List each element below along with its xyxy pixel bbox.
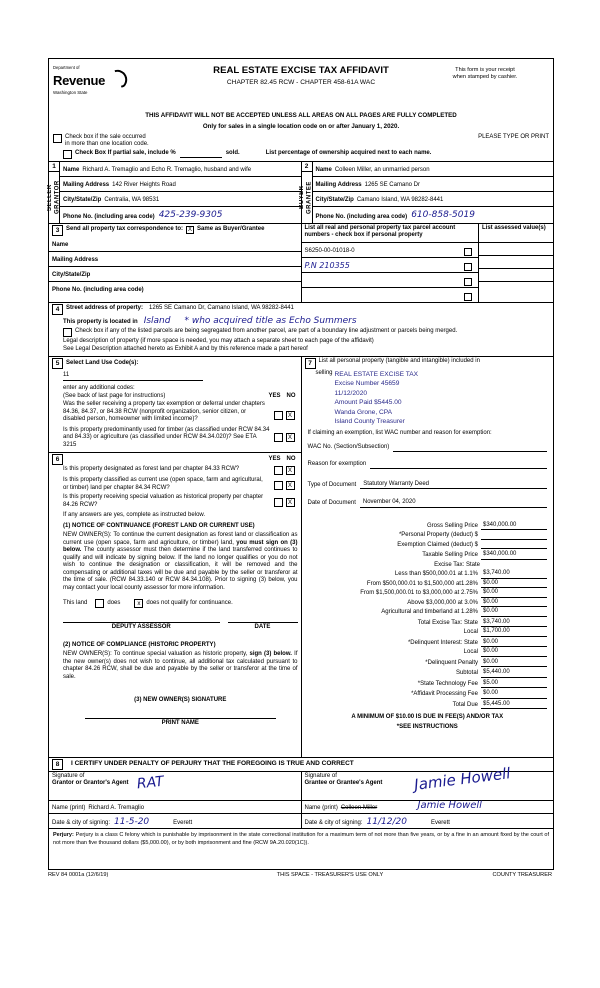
property-address-section [49, 302, 553, 356]
grantee-sig-label1: Signature of [304, 772, 337, 779]
grantee-date-value[interactable]: 11/12/20 [366, 816, 407, 827]
form-header [49, 59, 553, 109]
s5-yes-label: YES [268, 392, 281, 399]
grantor-signature[interactable]: RAT [136, 773, 165, 793]
calc-value-13[interactable]: $0.00 [481, 648, 547, 657]
seller-mailing-label: Mailing Address [63, 182, 110, 188]
personal-property-checkbox-1[interactable] [464, 263, 472, 271]
segregated-label: Check box if any of the listed parcels are being segregated from another parcel, are part of a boundary line adjustment or parcels being merged. [75, 327, 458, 334]
section-3-number: 3 [52, 225, 63, 236]
compliance-heading: (2) NOTICE OF COMPLIANCE (HISTORIC PROPERTY) [63, 641, 216, 648]
notice-2: Only for sales in a single location code on or after January 1, 2020. [202, 122, 400, 130]
calc-label-15: Subtotal [455, 670, 478, 677]
deputy-assessor-date-line[interactable] [228, 622, 298, 623]
calc-label-5: Less than $500,000.01 at 1.1% [394, 571, 478, 578]
grantee-city-value[interactable]: Everett [430, 820, 450, 827]
ownership-label: List percentage of ownership acquired next to each name. [265, 150, 432, 157]
seller-mailing-value[interactable]: 142 River Heights Road [112, 182, 176, 188]
form-subtitle: CHAPTER 82.45 RCW - CHAPTER 458-61A WAC [226, 78, 376, 86]
tax-calculation-table [302, 508, 554, 732]
calc-value-9[interactable]: $0.00 [481, 608, 547, 617]
tax-correspondence-section [49, 223, 553, 302]
calc-label-0: Gross Selling Price [426, 522, 478, 529]
legal-description-value: See Legal Description attached hereto as Exhibit A and by this reference made a part hereof [63, 346, 308, 353]
calc-value-17[interactable]: $0.00 [481, 690, 547, 699]
s5-q2-no-checkbox[interactable]: X [286, 433, 295, 442]
corr-phone-label: Phone No. (including area code) [52, 287, 144, 293]
s5-q2-yes-checkbox[interactable] [274, 433, 283, 442]
stamp-line-3: 11/12/2020 [334, 389, 368, 397]
same-as-buyer-label: Same as Buyer/Grantee [197, 226, 265, 233]
deputy-assessor-sig-line[interactable] [63, 622, 220, 623]
buyer-phone-value[interactable]: 610-858-5019 [411, 210, 475, 221]
certify-label: I CERTIFY UNDER PENALTY OF PERJURY THAT THE FOREGOING IS TRUE AND CORRECT [71, 760, 354, 768]
calc-value-15[interactable]: $5,440.00 [481, 669, 547, 678]
calc-label-3: Taxable Selling Price [422, 552, 478, 559]
s6-q3-yes-checkbox[interactable] [274, 498, 283, 507]
s6-if-any-label: If any answers are yes, complete as instructed below. [63, 512, 206, 519]
land-use-code-label: Select Land Use Code(s): [66, 359, 139, 366]
calc-label-10: Total Excise Tax: State [417, 619, 478, 626]
calc-label-8: Above $3,000,000 at 3.0% [407, 599, 478, 606]
s6-q2-label: Is this property classified as current use (open space, farm and agricultural, or timber) land per chapter 84.34 RCW? [63, 477, 263, 491]
this-land-label: This land [63, 600, 88, 606]
stamp-line-4: Amount Paid $5445.00 [334, 399, 402, 407]
assessed-value-0[interactable] [479, 243, 553, 256]
grantee-date-label: Date & city of signing: [304, 820, 363, 827]
corr-name-label: Name [52, 242, 69, 248]
located-in-value[interactable]: Island [143, 315, 171, 326]
document-date-label: Date of Document [307, 500, 356, 507]
grantor-date-label: Date & city of signing: [52, 820, 111, 827]
document-type-label: Type of Document [307, 481, 357, 488]
notice-1: THIS AFFIDAVIT WILL NOT BE ACCEPTED UNLESS ALL AREAS ON ALL PAGES ARE FULLY COMPLETED [145, 112, 457, 119]
partial-sale-label: Check Box If partial sale, include % [75, 150, 176, 157]
calc-label-14: *Delinquent Penalty [425, 659, 478, 666]
partial-sale-checkbox[interactable] [63, 150, 72, 159]
grantee-name-handwritten[interactable]: Jamie Howell [417, 799, 482, 811]
buyer-mailing-label: Mailing Address [315, 182, 362, 188]
s6-no-label: NO [286, 456, 296, 462]
s6-q3-no-checkbox[interactable]: X [286, 498, 295, 507]
s6-q1-label: Is this property designated as forest land per chapter 84.33 RCW? [63, 466, 240, 473]
wac-number-field[interactable] [393, 443, 547, 452]
reason-exemption-field[interactable] [370, 460, 547, 469]
dept-line2: Revenue [53, 70, 173, 89]
multi-location-checkbox[interactable] [53, 134, 62, 143]
calc-value-3[interactable]: $340,000.00 [481, 551, 547, 560]
seller-name-label: Name [63, 167, 80, 173]
reason-exemption-label: Reason for exemption [307, 461, 367, 468]
grantee-name-value[interactable]: Colleen Miller [340, 805, 378, 812]
does-not-label: does not qualify for continuance. [146, 600, 233, 606]
document-type-value[interactable]: Statutory Warranty Deed [360, 481, 547, 490]
s6-q3-label: Is this property receiving special valuation as historical property per chapter 84.26 RCW? [63, 494, 264, 508]
check-sale-label1: Check box if the sale occurred [65, 133, 146, 140]
minimum-due-label: A MINIMUM OF $10.00 IS DUE IN FEE(S) AND/OR TAX [351, 714, 504, 721]
section-1-number: 1 [50, 162, 59, 171]
calc-value-0[interactable]: $340,000.00 [481, 522, 547, 531]
grantee-signature[interactable]: Jamie Howell [412, 763, 511, 794]
certification-section [49, 757, 553, 850]
form-footer [48, 872, 552, 878]
stamp-line-6: Island County Treasurer [334, 418, 405, 426]
s6-q1-no-checkbox[interactable]: X [286, 466, 295, 475]
same-as-buyer-checkbox[interactable]: X [188, 227, 193, 233]
assessed-value-2[interactable] [479, 269, 553, 282]
s6-q1-yes-checkbox[interactable] [274, 466, 283, 475]
section-6-number: 6 [52, 454, 63, 465]
calc-label-1: *Personal Property (deduct) $ [398, 532, 478, 539]
calc-value-11[interactable]: $1,700.00 [481, 628, 547, 637]
calc-label-13: Local [463, 649, 478, 656]
see-back-label: (See back of last page for instructions) [63, 392, 166, 399]
correspondence-label: Send all property tax correspondence to: [66, 226, 184, 233]
grantor-date-value[interactable]: 11-5-20 [114, 816, 150, 827]
form-title: REAL ESTATE EXCISE TAX AFFIDAVIT [213, 65, 389, 76]
s5-no-label: NO [286, 392, 296, 399]
parcel-header: List all real and personal property tax parcel account numbers - check box if personal property [302, 224, 479, 243]
calc-value-2[interactable] [481, 548, 547, 549]
compliance-text: NEW OWNER(S): To continue special valuation as historic property, sign (3) below. If the new owner(s) does not wish to continue, all additional tax calculated pursuant to chapter 84.26 RCW, shall be due and payable by the seller or transferor at the time of sale. [63, 651, 298, 680]
body-section [49, 356, 553, 757]
s5-q2-label: Is this property predominantly used for timber (as classified under RCW 84.34 and 84.33) or agriculture (as classified under RCW 84.34.020)? See ETA 3215 [63, 426, 270, 448]
located-in-label: This property is located in [63, 319, 138, 326]
new-owner-signature-line[interactable] [85, 717, 276, 719]
receipt-note [425, 67, 545, 81]
see-instructions-label: *SEE INSTRUCTIONS [396, 723, 458, 730]
street-address-label: Street address of property: [66, 305, 144, 312]
calc-value-12[interactable]: $0.00 [481, 639, 547, 648]
s6-q2-no-checkbox[interactable]: X [286, 481, 295, 490]
assessed-value-3[interactable] [479, 282, 553, 294]
does-label: does [107, 600, 121, 606]
personal-property-checkbox-2[interactable] [464, 278, 472, 286]
s6-yes-label: YES [268, 456, 281, 462]
receipt-line1: This form is your receipt [455, 67, 515, 73]
print-name-label: PRINT NAME [161, 719, 199, 726]
calc-value-1[interactable] [481, 539, 547, 540]
calc-label-16: *State Technology Fee [417, 680, 478, 687]
deputy-date-label: DATE [254, 624, 271, 631]
check-sale-label2: in more than one location code. [65, 141, 149, 147]
calc-label-4: Excise Tax: State [434, 561, 480, 568]
land-use-code-value[interactable]: 11 [63, 372, 203, 382]
exemption-claim-label: If claiming an exemption, list WAC number and reason for exemption: [307, 430, 492, 437]
section-8-number: 8 [52, 759, 63, 770]
document-date-value[interactable]: November 04, 2020 [360, 499, 547, 508]
footer-right: COUNTY TREASURER [492, 872, 552, 878]
calc-value-7[interactable]: $0.00 [481, 589, 547, 598]
stamp-line-5: Wanda Grone, CPA [334, 408, 393, 416]
segregated-checkbox[interactable] [63, 328, 72, 337]
parties-section [46, 161, 553, 223]
street-address-value[interactable]: 1265 SE Camano Dr, Camano Island, WA 98282-8441 [149, 305, 294, 312]
dept-line3: Washington State [53, 89, 88, 95]
dor-logo [53, 65, 173, 95]
buyer-mailing-value[interactable]: 1265 SE Camano Dr [364, 182, 420, 188]
wac-number-label: WAC No. (Section/Subsection) [307, 444, 390, 451]
seller-csz-value[interactable]: Centralia, WA 98531 [104, 197, 160, 203]
section-4-number: 4 [52, 304, 63, 315]
personal-property-checkbox-3[interactable] [464, 293, 472, 301]
assessed-value-header: List assessed value(s) [479, 224, 553, 243]
buyer-name-value[interactable]: Colleen Miller, an unmarried person [334, 167, 430, 173]
footer-center: THIS SPACE - TREASURER'S USE ONLY [276, 872, 384, 878]
s5-q1-yes-checkbox[interactable] [274, 411, 283, 420]
grantor-city-value[interactable]: Everett [173, 820, 193, 827]
s5-q1-label: Was the seller receiving a property tax exemption or deferral under chapters 84.36, 84.37, or 84.38 RCW (nonprofit organization, senior citizen, or disabled person, homeowner with limited income)? [63, 401, 265, 423]
does-not-qualify-checkbox[interactable]: x [134, 599, 143, 608]
calc-label-17: *Affidavit Processing Fee [411, 691, 478, 698]
please-type-print: PLEASE TYPE OR PRINT [478, 133, 549, 140]
perjury-label: Perjury: [53, 831, 74, 838]
footer-rev: REV 84 0001a (12/6/19) [48, 872, 109, 878]
buyer-csz-value[interactable]: Camano Island, WA 98282-8441 [356, 197, 444, 203]
seller-name-value[interactable]: Richard A. Tremaglio and Echo R. Tremaglio, husband and wife [82, 167, 252, 173]
treasurer-stamp [335, 370, 550, 427]
personal-property-checkbox-0[interactable] [464, 248, 472, 256]
calc-value-5[interactable]: $3,740.00 [481, 570, 547, 579]
partial-sale-percent-field[interactable] [180, 150, 222, 158]
section-2-number: 2 [302, 162, 311, 171]
calc-label-6: From $500,000.01 to $1,500,000 at1.28% [366, 580, 478, 587]
grantee-sig-label2: Grantee or Grantee's Agent [304, 780, 383, 787]
perjury-text: Perjury is a class C felony which is punishable by imprisonment in the state correctional institution for a maximum term of not more than five years, or by a fine in an amount fixed by the court of not more than five thousand dollars ($5,000.00), or by both imprisonment and fine (RCW 9A.20.020(1C)). [53, 831, 549, 846]
calc-value-14[interactable]: $0.00 [481, 659, 547, 668]
buyer-csz-label: City/State/Zip [315, 197, 354, 203]
section-5-number: 5 [52, 358, 63, 369]
continuance-text: NEW OWNER(S): To continue the current designation as forest land or classification as current use (open space, farm and agriculture, or timber) land, you must sign on (3) below. The county assessor must then determine if the land transferred continues to qualify and will indicate by signing below. If the land no longer qualifies or you do not wish to continue the designation or classification, it will be removed and the compensating or additional taxes will be due and payable by the seller or transferor at the time of sale. (RCW 84.33.140 or RCW 84.34.108). Prior to signing (3) below, you may contact your local county assessor for more information. [63, 532, 298, 591]
calc-value-6[interactable]: $0.00 [481, 580, 547, 589]
seller-phone-label: Phone No. (including area code) [63, 214, 155, 220]
enter-additional-codes-label: enter any additional codes: [63, 385, 135, 392]
seller-side-label: SELLER GRANTOR [46, 180, 60, 214]
located-in-note: * who acquired title as Echo Summers [184, 315, 357, 326]
calc-value-8[interactable]: $0.00 [481, 599, 547, 608]
grantor-name-value[interactable]: Richard A. Tremaglio [88, 805, 145, 812]
seller-csz-label: City/State/Zip [63, 197, 102, 203]
buyer-side-label: BUYER GRANTEE [299, 180, 313, 214]
calc-value-18[interactable]: $5,445.00 [481, 701, 547, 710]
selling-label: selling [315, 369, 333, 376]
assessed-value-1[interactable] [479, 256, 553, 269]
new-owner-signature-heading: (3) NEW OWNER(S) SIGNATURE [134, 697, 227, 704]
dept-line1: Department of [53, 65, 80, 70]
grantee-name-label: Name (print) [304, 805, 338, 812]
corr-csz-label: City/State/Zip [52, 272, 91, 278]
stamp-line-2: Excise Number 45659 [334, 380, 400, 388]
calc-label-12: *Delinquent Interest: State [407, 639, 478, 646]
calc-label-9: Agricultural and timberland at 1.28% [381, 609, 478, 616]
calc-label-7: From $1,500,000.01 to $3,000,000 at 2.75% [360, 590, 478, 597]
legal-description-note: Legal description of property (if more space is needed, you may attach a separate sheet to each page of the affidavit) [63, 337, 374, 344]
s6-q2-yes-checkbox[interactable] [274, 481, 283, 490]
grantor-sig-label2: Grantor or Grantor's Agent [52, 780, 129, 787]
grantor-sig-label1: Signature of [52, 772, 85, 779]
parcel-number-1[interactable]: P.N 210355 [304, 260, 350, 270]
parcel-number-0[interactable]: S6250-00-01018-0 [304, 248, 355, 254]
buyer-name-label: Name [315, 167, 332, 173]
calc-label-18: Total Due [452, 701, 478, 708]
stamp-line-1: REAL ESTATE EXCISE TAX [334, 370, 419, 378]
calc-value-16[interactable]: $5.00 [481, 680, 547, 689]
affidavit-form [48, 58, 554, 870]
calc-label-2: Exemption Claimed (deduct) $ [397, 541, 478, 548]
continuance-heading: (1) NOTICE OF CONTINUANCE (FOREST LAND OR CURRENT USE) [63, 522, 255, 529]
corr-mailing-label: Mailing Address [52, 257, 99, 263]
calc-label-11: Local [463, 629, 478, 636]
revenue-swoosh-icon [105, 66, 131, 91]
grantor-name-label: Name (print) [52, 805, 86, 812]
s5-q1-no-checkbox[interactable]: X [286, 411, 295, 420]
buyer-phone-label: Phone No. (including area code) [315, 214, 408, 220]
partial-sold-label: sold. [225, 150, 240, 157]
section-7-number: 7 [305, 358, 316, 369]
does-qualify-checkbox[interactable] [95, 599, 104, 608]
seller-phone-value[interactable]: 425-239-9305 [158, 210, 223, 221]
deputy-assessor-label: DEPUTY ASSESSOR [111, 624, 171, 631]
receipt-line2: when stamped by cashier. [452, 73, 518, 80]
personal-property-intro: List all personal property (tangible and intangible) included in [318, 357, 480, 364]
calc-value-10[interactable]: $3,740.00 [481, 619, 547, 628]
